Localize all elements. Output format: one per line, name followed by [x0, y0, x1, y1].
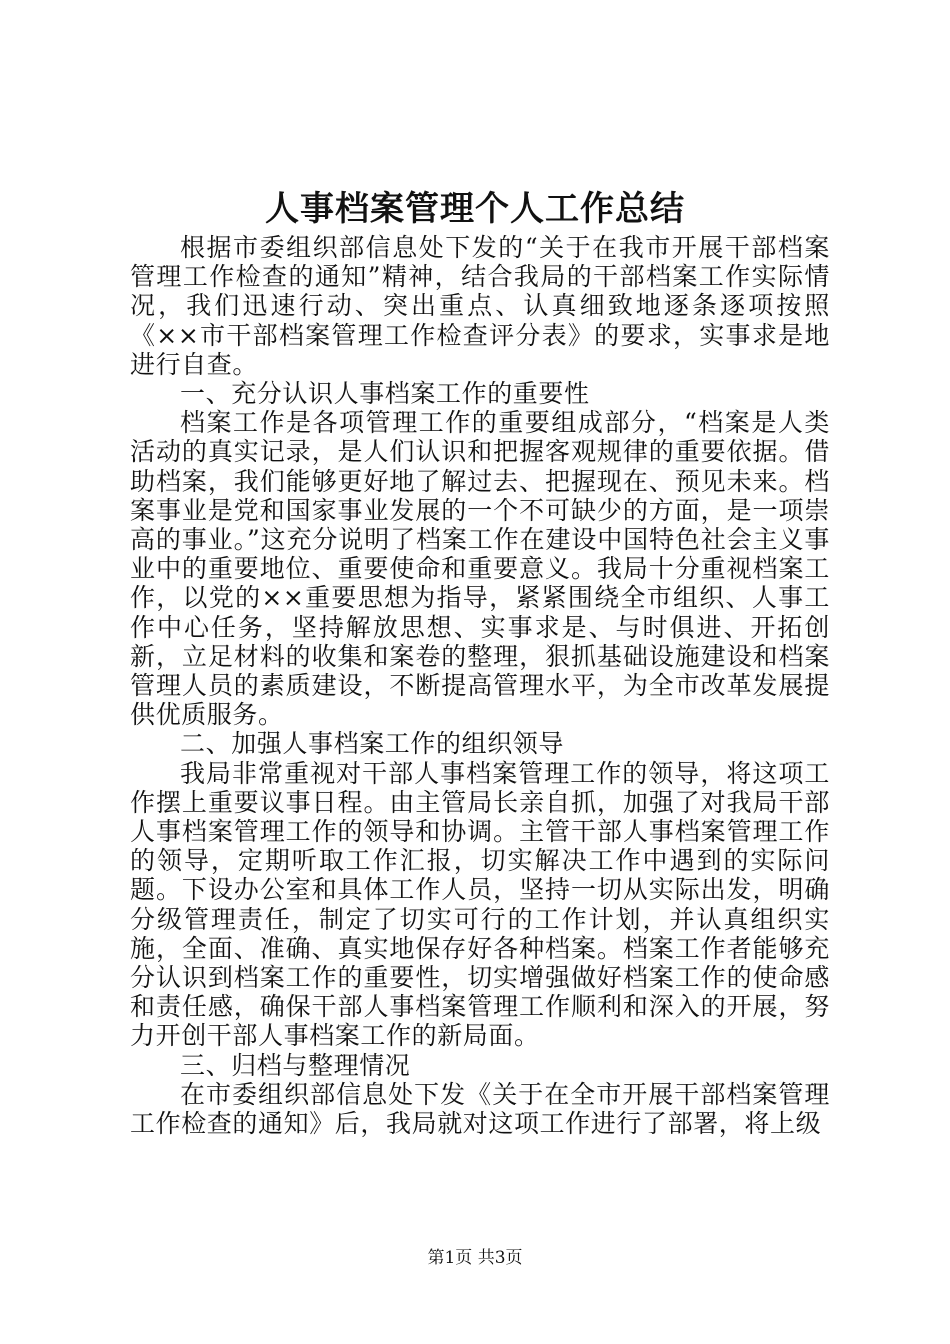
section-heading-3: 三、归档与整理情况 — [180, 1050, 411, 1080]
intro-paragraph: 根据市委组织部信息处下发的“关于在我市开展干部档案管理工作检查的通知”精神，结合我局的干部档案工作实际情况，我们迅速行动、突出重点、认真细致地逐条逐项按照《××市干部档案管理工作检查评分表》的要求，实事求是地进行自查。 — [130, 233, 830, 379]
section-heading-1: 一、充分认识人事档案工作的重要性 — [180, 379, 590, 409]
section-2-paragraph: 我局非常重视对干部人事档案管理工作的领导，将这项工作摆上重要议事日程。由主管局长亲自抓，加强了对我局干部人事档案管理工作的领导和协调。主管干部人事档案管理工作的领导，定期听取工作汇报，切实解决工作中遇到的实际问题。下设办公室和具体工作人员，坚持一切从实际出发，明确分级管理责任，制定了切实可行的工作计划，并认真组织实施，全面、准确、真实地保存好各种档案。档案工作者能够充分认识到档案工作的重要性，切实增强做好档案工作的使命感和责任感，确保干部人事档案管理工作顺利和深入的开展，努力开创干部人事档案工作的新局面。 — [130, 758, 830, 1051]
page-number-footer: 第1页 共3页 — [427, 1248, 523, 1268]
section-3-paragraph: 在市委组织部信息处下发《关于在全市开展干部档案管理工作检查的通知》后，我局就对这项工作进行了部署，将上级 — [130, 1079, 830, 1139]
document-title: 人事档案管理个人工作总结 — [265, 189, 685, 229]
section-1-paragraph: 档案工作是各项管理工作的重要组成部分，“档案是人类活动的真实记录，是人们认识和把握客观规律的重要依据。借助档案，我们能够更好地了解过去、把握现在、预见未来。档案事业是党和国家事业发展的一个不可缺少的方面，是一项崇高的事业。”这充分说明了档案工作在建设中国特色社会主义事业中的重要地位、重要使命和重要意义。我局十分重视档案工作，以党的××重要思想为指导，紧紧围绕全市组织、人事工作中心任务，坚持解放思想、实事求是、与时俱进、开拓创新，立足材料的收集和案卷的整理，狠抓基础设施建设和档案管理人员的素质建设，不断提高管理水平，为全市改革发展提供优质服务。 — [130, 408, 830, 730]
document-body — [130, 233, 830, 1138]
section-heading-2: 二、加强人事档案工作的组织领导 — [180, 729, 565, 759]
